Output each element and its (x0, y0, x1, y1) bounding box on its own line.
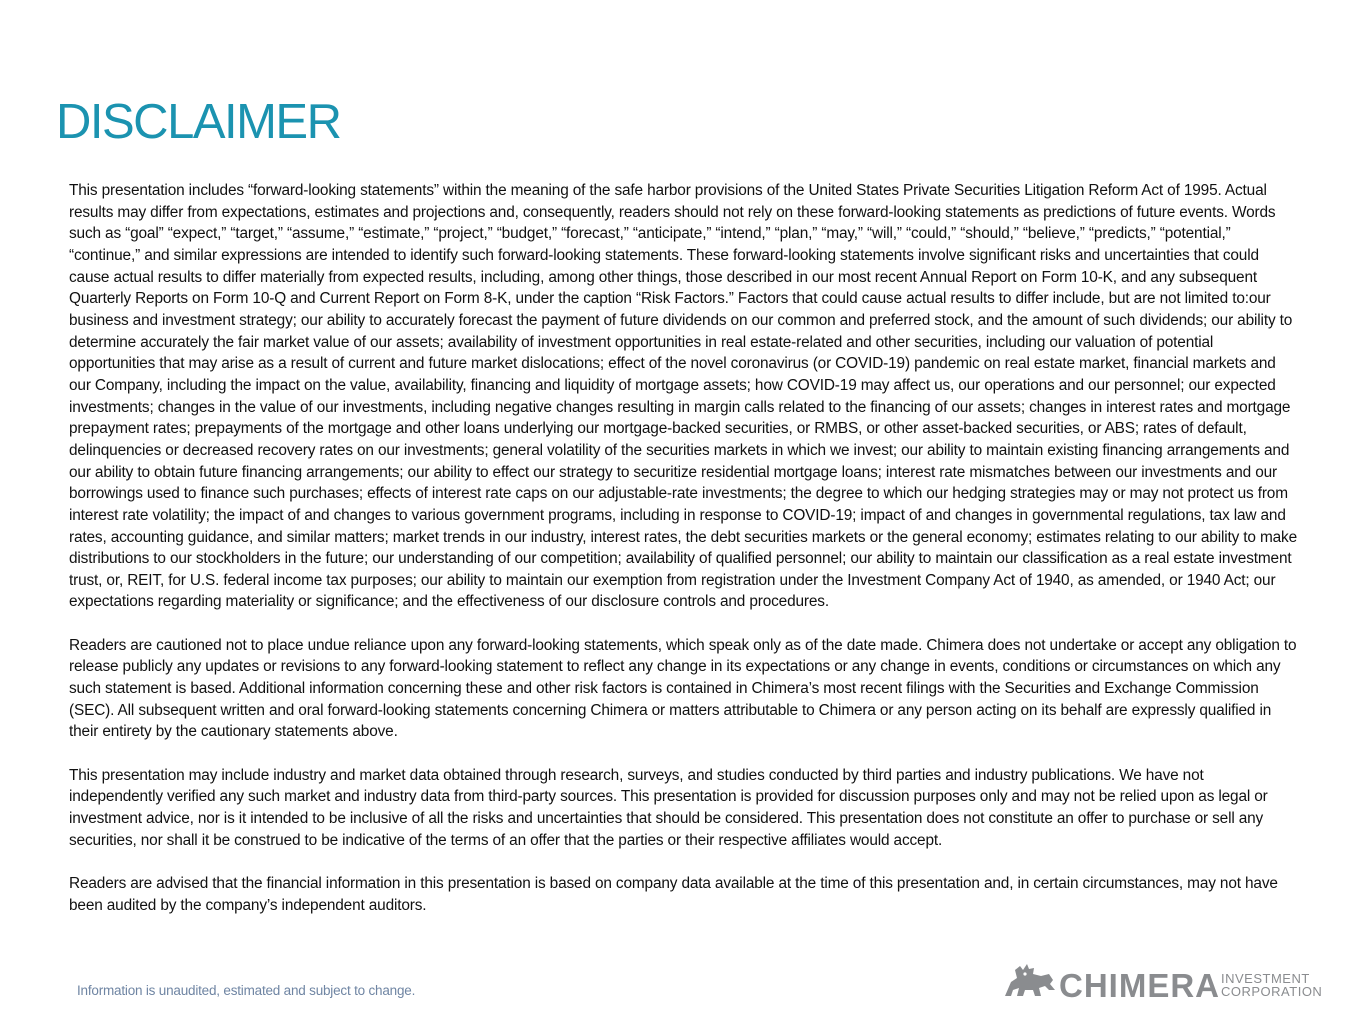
disclaimer-paragraph-forward-looking: This presentation includes “forward-looking statements” within the meaning of the safe harbor provisions of the United States Private Securities Litigation Reform Act of 1995. Actual results may differ from expectations, estimates and projections and, consequently, readers should not rely on these forward-looking statements as predictions of future events. Words such as “goal” “expect,” “target,” “assume,” “estimate,” “project,” “budget,” “forecast,” “anticipate,” “intend,” “plan,” “may,” “will,” “could,” “should,” “believe,” “predicts,” “potential,” “continue,” and similar expressions are intended to identify such forward-looking statements. These forward-looking statements involve significant risks and uncertainties that could cause actual results to differ materially from expected results, including, among other things, those described in our most recent Annual Report on Form 10-K, and any subsequent Quarterly Reports on Form 10-Q and Current Report on Form 8-K, under the caption “Risk Factors.” Factors that could cause actual results to differ include, but are not limited to:our business and investment strategy; our ability to accurately forecast the payment of future dividends on our common and preferred stock, and the amount of such dividends; our ability to determine accurately the fair market value of our assets; availability of investment opportunities in real estate-related and other securities, including our valuation of potential opportunities that may arise as a result of current and future market dislocations; effect of the novel coronavirus (or COVID-19) pandemic on real estate market, financial markets and our Company, including the impact on the value, availability, financing and liquidity of mortgage assets; how COVID-19 may affect us, our operations and our personnel; our expected investments; changes in the value of our investments, including negative changes resulting in margin calls related to the financing of our assets; changes in interest rates and mortgage prepayment rates; prepayments of the mortgage and other loans underlying our mortgage-backed securities, or RMBS, or other asset-backed securities, or ABS; rates of default, delinquencies or decreased recovery rates on our investments; general volatility of the securities markets in which we invest; our ability to maintain existing financing arrangements and our ability to obtain future financing arrangements; our ability to effect our strategy to securitize residential mortgage loans; interest rate mismatches between our investments and our borrowings used to finance such purchases; effects of interest rate caps on our adjustable-rate investments; the degree to which our hedging strategies may or may not protect us from interest rate volatility; the impact of and changes to various government programs, including in response to COVID-19; impact of and changes in governmental regulations, tax law and rates, accounting guidance, and similar matters; market trends in our industry, interest rates, the debt securities markets or the general economy; estimates relating to our ability to make distributions to our stockholders in the future; our understanding of our competition; availability of qualified personnel; our ability to maintain our classification as a real estate investment trust, or, REIT, for U.S. federal income tax purposes; our ability to maintain our exemption from registration under the Investment Company Act of 1940, as amended, or 1940 Act; our expectations regarding materiality or significance; and the effectiveness of our disclosure controls and procedures. (69, 182, 1298, 611)
disclaimer-body (69, 180, 1301, 938)
chimera-creature-icon (1005, 964, 1055, 996)
page-title: DISCLAIMER (56, 95, 341, 149)
logo-line-corporation: CORPORATION (1221, 984, 1323, 999)
chimera-logo (1003, 960, 1343, 1004)
disclaimer-paragraph-financial-info: Readers are advised that the financial information in this presentation is based on company data available at the time of this presentation and, in certain circumstances, may not have been audited by the company’s independent auditors. (69, 874, 1278, 914)
logo-line-investment: INVESTMENT (1221, 971, 1310, 986)
logo-wordmark: CHIMERA (1059, 967, 1220, 1004)
footnote: Information is unaudited, estimated and subject to change. (77, 983, 416, 998)
disclaimer-paragraph-market-data: This presentation may include industry and market data obtained through research, surveys, and studies conducted by third parties and industry publications. We have not independently verified any such market and industry data from third-party sources. This presentation is provided for discussion purposes only and may not be relied upon as legal or investment advice, nor is it intended to be inclusive of all the risks and uncertainties that should be considered. This presentation does not constitute an offer to purchase or sell any securities, nor shall it be construed to be indicative of the terms of an offer that the parties or their respective affiliates would accept. (69, 766, 1268, 849)
disclaimer-paragraph-undue-reliance: Readers are cautioned not to place undue reliance upon any forward-looking statements, which speak only as of the date made. Chimera does not undertake or accept any obligation to release publicly any updates or revisions to any forward-looking statement to reflect any change in its expectations or any change in events, conditions or circumstances on which any such statement is based. Additional information concerning these and other risk factors is contained in Chimera’s most recent filings with the Securities and Exchange Commission (SEC). All subsequent written and oral forward-looking statements concerning Chimera or matters attributable to Chimera or any person acting on its behalf are expressly qualified in their entirety by the cautionary statements above. (69, 636, 1297, 741)
